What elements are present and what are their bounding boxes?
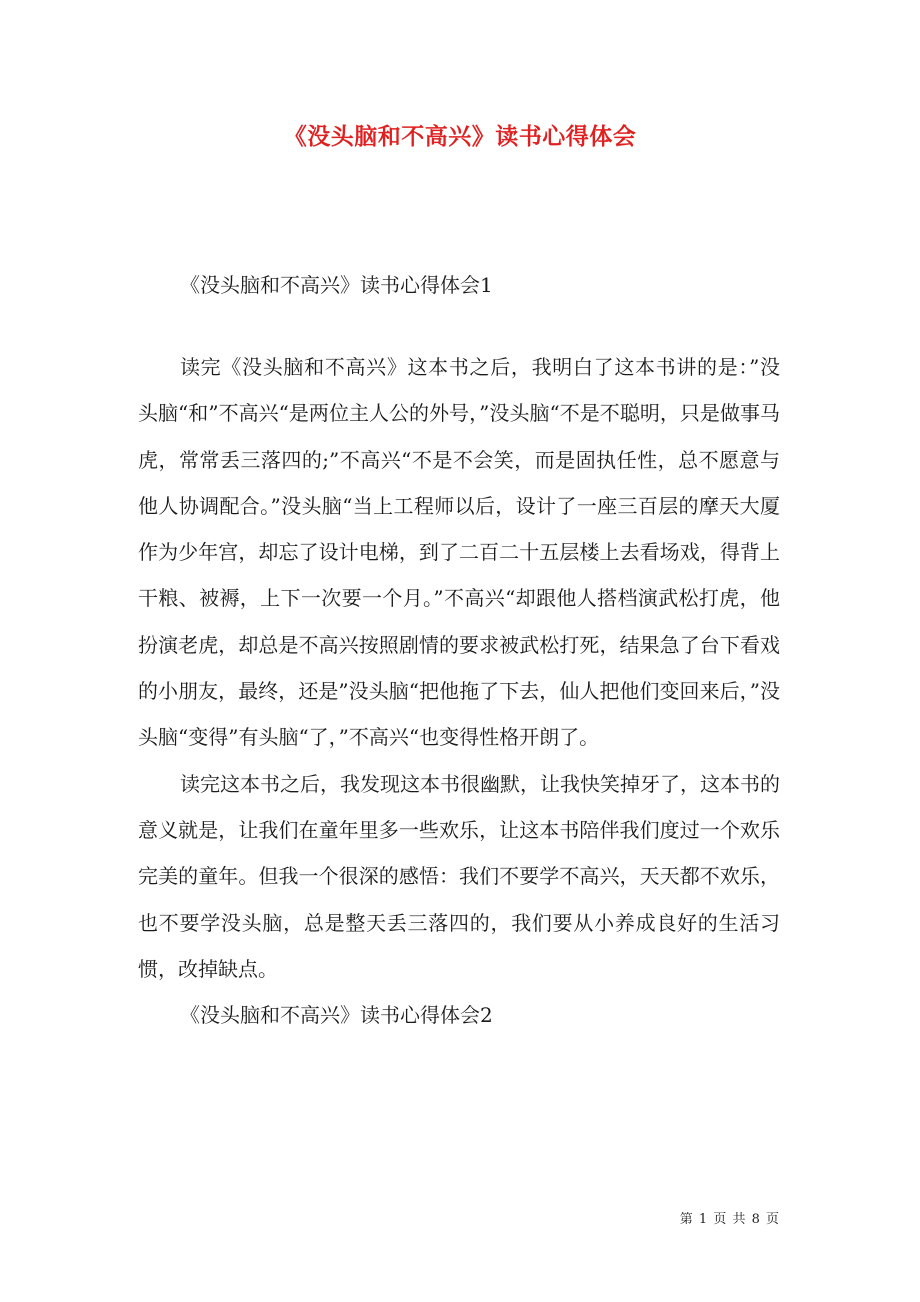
section-heading-2: 《没头脑和不高兴》读书心得体会2 — [180, 1003, 493, 1028]
paragraph-1: 读完《没头脑和不高兴》这本书之后，我明白了这本书讲的是：”没头脑“和”不高兴“是两位主人公的外号，”没头脑“不是不聪明，只是做事马虎，常常丢三落四的;”不高兴“不是不会笑，而是固执任性，总不愿意与他人协调配合。”没头脑“当上工程师以后，设计了一座三百层的摩天大厦作为少年宫，却忘了设计电梯，到了二百二十五层楼上去看场戏，得背上干粮、被褥，上下一次要一个月。”不高兴“却跟他人搭档演武松打虎，他扮演老虎，却总是不高兴按照剧情的要求被武松打死，结果急了台下看戏的小朋友，最终，还是”没头脑“把他拖了下去，仙人把他们变回来后，”没头脑“变得”有头脑“了，”不高兴“也变得性格开朗了。 — [138, 355, 780, 750]
paragraph-2: 读完这本书之后，我发现这本书很幽默，让我快笑掉牙了，这本书的意义就是，让我们在童年里多一些欢乐，让这本书陪伴我们度过一个欢乐完美的童年。但我一个很深的感悟：我们不要学不高兴，天天都不欢乐，也不要学没头脑，总是整天丢三落四的，我们要从小养成良好的生活习惯，改掉缺点。 — [138, 771, 780, 981]
document-title: 《没头脑和不高兴》读书心得体会 — [283, 123, 637, 150]
spacer — [138, 308, 780, 344]
page-number: 第 1 页 共 8 页 — [679, 1212, 780, 1227]
section-heading-1: 《没头脑和不高兴》读书心得体会1 — [180, 273, 493, 297]
document-body — [138, 262, 780, 1038]
